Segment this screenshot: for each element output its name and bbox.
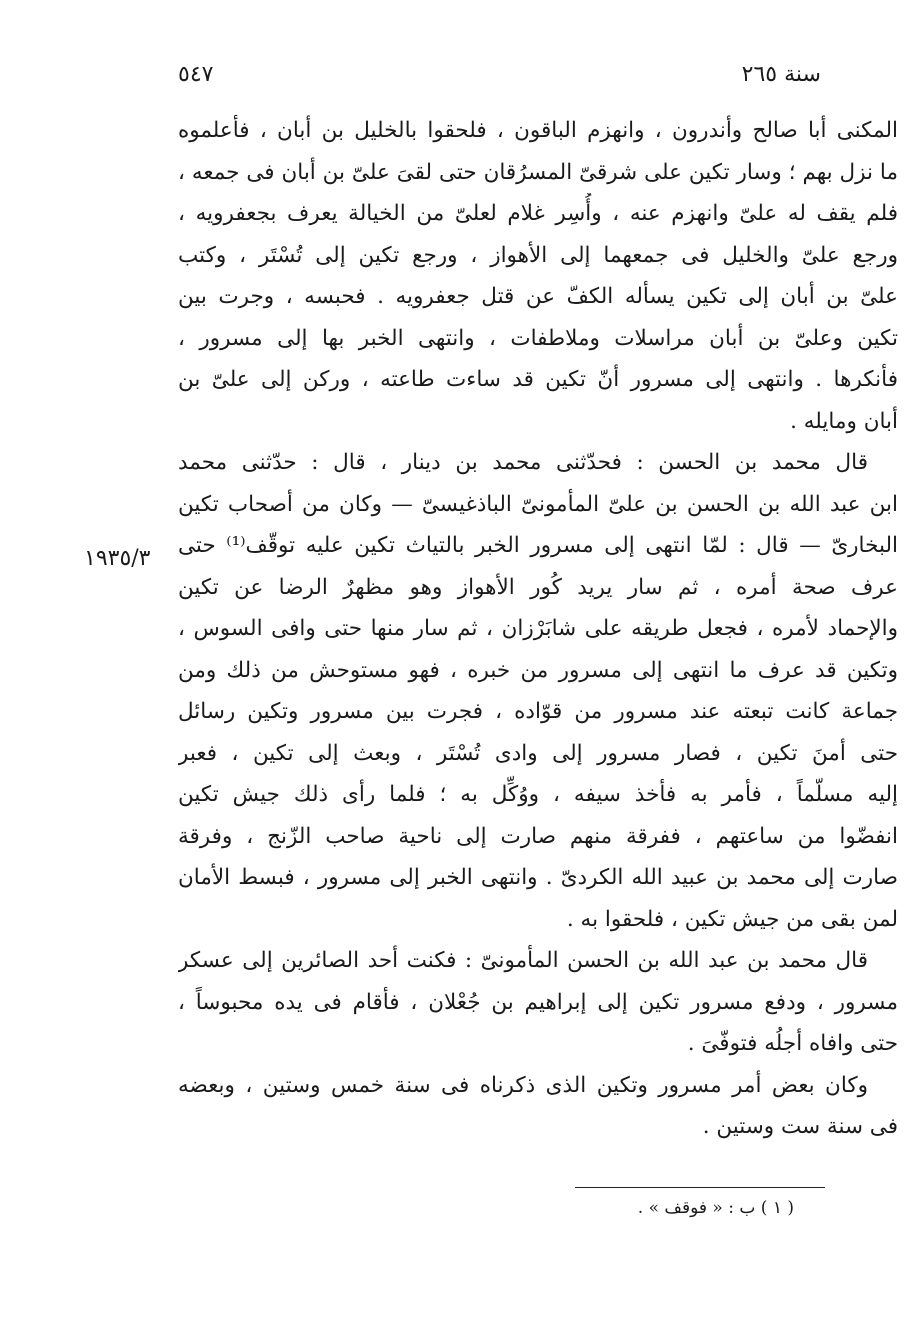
text-line: فى سنة ست وستين . [702, 1114, 898, 1139]
text-line: إليه مسلّماً ، فأمر به فأخذ سيفه ، ووُكِّل به ؛ فلما رأى ذلك جيش تكين [178, 782, 898, 807]
text-line: والإحماد لأمره ، فجعل طريقه على شابَرْزان ، ثم سار منها حتى وافى السوس ، [178, 616, 898, 641]
text-line: وتكين قد عرف ما انتهى إلى مسرور من خبره ، فهو مستوحش من ذلك ومن [178, 657, 898, 683]
text-line: صارت إلى محمد بن عبيد الله الكردىّ . وانتهى الخبر إلى مسرور ، فبسط الأمان [178, 865, 898, 890]
page-number: ٥٤٧ [178, 62, 214, 87]
text-line: ابن عبد الله بن الحسن بن علىّ المأمونىّ الباذغيسىّ — وكان من أصحاب تكين [178, 491, 898, 517]
text-line: وكان بعض أمر مسرور وتكين الذى ذكرناه فى سنة خمس وستين ، وبعضه [178, 1072, 868, 1098]
text-line: أبان ومايله . [790, 408, 898, 434]
text-line: حتى وافاه أجلُه فتوفّىَ . [687, 1031, 898, 1056]
footnote-rule [575, 1187, 825, 1188]
text-line: فلم يقف له علىّ وانهزم عنه ، وأُسِر غلام لعلىّ من الخيالة يعرف بجعفرويه ، [178, 201, 898, 226]
text-line: البخارىّ — قال : لمّا انتهى إلى مسرور الخبر بالتياث تكين عليه توقّف⁽¹⁾ حتى [178, 533, 898, 558]
text-line: ما نزل بهم ؛ وسار تكين على شرقىّ المسرُقان حتى لقىَ علىّ بن أبان فى جمعه ، [178, 159, 898, 185]
text-line: انفضّوا من ساعتهم ، ففرقة منهم صارت إلى ناحية صاحب الزّنج ، وفرقة [178, 823, 898, 849]
text-line: حتى أمنَ تكين ، فصار مسرور إلى وادى تُسْتَر ، وبعث إلى تكين ، فعبر [178, 740, 898, 766]
footnote: ( ١ ) ب : « فوقف » . [637, 1198, 794, 1218]
text-line: قال محمد بن عبد الله بن الحسن المأمونىّ : فكنت أحد الصائرين إلى عسكر [178, 948, 868, 973]
text-line: فأنكرها . وانتهى إلى مسرور أنّ تكين قد ساءت طاعته ، وركن إلى علىّ بن [178, 367, 898, 392]
text-line: ورجع علىّ والخليل فى جمعهما إلى الأهواز ، ورجع تكين إلى تُسْتَر ، وكتب [178, 242, 898, 268]
margin-reference: ١٩٣٥/٣ [84, 546, 151, 571]
text-line: علىّ بن أبان إلى تكين يسأله الكفّ عن قتل جعفرويه . فحبسه ، وجرت بين [178, 284, 898, 309]
text-line: عرف صحة أمره ، ثم سار يريد كُور الأهواز وهو مظهرٌ الرضا عن تكين [178, 574, 898, 600]
text-line: مسرور ، ودفع مسرور تكين إلى إبراهيم بن جُعْلان ، فأقام فى يده محبوساً ، [178, 989, 898, 1015]
text-line: جماعة كانت تبعته عند مسرور من قوّاده ، فجرت بين مسرور وتكين رسائل [178, 699, 898, 724]
text-line: قال محمد بن الحسن : فحدّثنى محمد بن دينار ، قال : حدّثنى محمد [178, 450, 868, 475]
text-line: تكين وعلىّ بن أبان مراسلات وملاطفات ، وانتهى الخبر بها إلى مسرور ، [178, 325, 898, 351]
text-line: لمن بقى من جيش تكين ، فلحقوا به . [566, 906, 898, 932]
text-line: المكنى أبا صالح وأندرون ، وانهزم الباقون ، فلحقوا بالخليل بن أبان ، فأعلموه [178, 118, 898, 143]
body-text [178, 110, 898, 1148]
running-header-year: سنة ٢٦٥ [741, 62, 821, 87]
